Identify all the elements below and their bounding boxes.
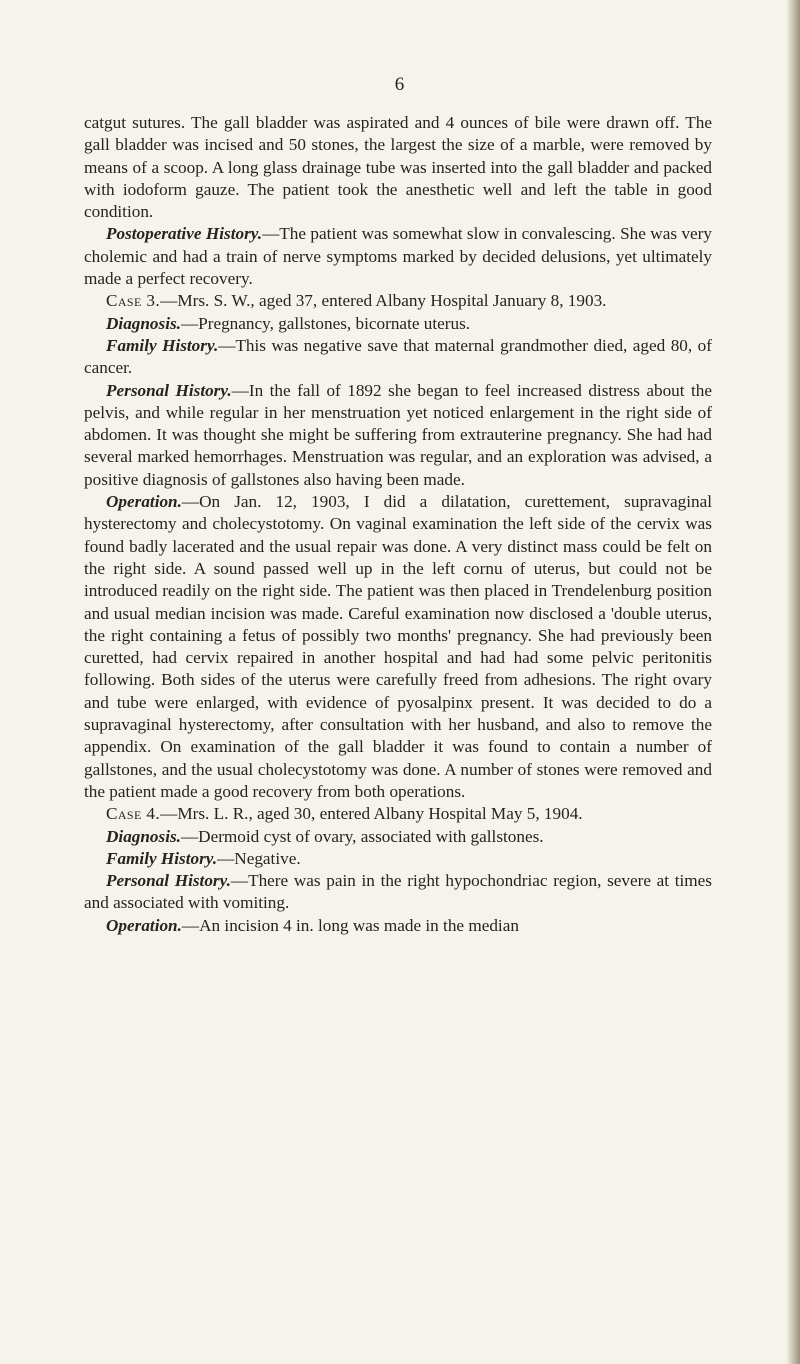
- paragraph-personal-history: [84, 380, 712, 491]
- page-body: [84, 112, 712, 937]
- paragraph-heading: Postoperative History.: [106, 224, 263, 244]
- paragraph-text: —Mrs. S. W., aged 37, entered Albany Hospital January 8, 1903.: [160, 291, 607, 311]
- paragraph-text: —There was pain in the right hypochondriac region, severe at times and associated with vomiting.: [84, 871, 712, 913]
- paragraph-text: —This was negative save that maternal grandmother died, aged 80, of cancer.: [84, 335, 712, 378]
- paragraph-operation: [84, 491, 712, 803]
- paragraph-heading: Case 4.: [106, 804, 161, 824]
- paragraph-case-4: [84, 803, 712, 825]
- paragraph-text: catgut sutures. The gall bladder was aspirated and 4 ounces of bile were drawn off. The gall bladder was incised and 50 stones, the largest the size of a marble, were removed by means of a scoop. A long glass drainage tube was inserted into the gall bladder and packed with iodoform gauze. The patient took the anesthetic well and left the table in good condition.: [84, 113, 712, 222]
- paragraph-heading: Case 3.: [106, 291, 161, 311]
- paragraph-heading: Family History.: [106, 335, 219, 355]
- page-edge-shadow: [786, 0, 800, 1364]
- paragraph-continuation: [84, 112, 712, 223]
- paragraph-personal-history-case-4: [84, 870, 712, 915]
- paragraph-text: —On Jan. 12, 1903, I did a dilatation, curettement, supravaginal hysterectomy and cholecystotomy. On vaginal examination the left side of the cervix was found badly lacerated and the usual repair was done. A very distinct mass could be felt on the right side. A sound passed well up in the left cornu of uterus, but could not be introduced readily on the right side. The patient was then placed in Trendelenburg position and usual median incision was made. Careful examination now disclosed a 'double uterus, the right containing a fetus of possibly two months' pregnancy. She had previously been curetted, had cervix repaired in another hospital and had had some pelvic peritonitis following. Both sides of the uterus were carefully freed from adhesions. The right ovary and tube were enlarged, with evidence of pyosalpinx present. It was decided to do a supravaginal hysterectomy, after consultation with her husband, and also to remove the appendix. On examination of the gall bladder it was found to contain a number of gallstones, and the usual cholecystotomy was done. A number of stones were removed and the patient made a good recovery from both operations.: [84, 492, 712, 801]
- paragraph-heading: Personal History.: [106, 380, 232, 400]
- paragraph-text: —Dermoid cyst of ovary, associated with gallstones.: [180, 826, 544, 846]
- paragraph-heading: Personal History.: [106, 871, 231, 891]
- paragraph-heading: Diagnosis.: [106, 826, 181, 846]
- paragraph-text: —An incision 4 in. long was made in the median: [181, 915, 519, 935]
- paragraph-text: —In the fall of 1892 she began to feel increased distress about the pelvis, and while regular in her menstruation yet noticed enlargement in the right side of abdomen. It was thought she might be suffering from extrauterine pregnancy. She had had several marked hemorrhages. Menstruation was regular, and an exploration was advised, a positive diagnosis of gallstones also having been made.: [84, 380, 712, 489]
- paragraph-family-history-case-4: [84, 848, 712, 870]
- paragraph-text: —Negative.: [217, 848, 301, 868]
- paragraph-text: —Mrs. L. R., aged 30, entered Albany Hospital May 5, 1904.: [160, 804, 583, 824]
- paragraph-text: —The patient was somewhat slow in convalescing. She was very cholemic and had a train of nerve symptoms marked by decided delusions, yet ultimately made a perfect recovery.: [84, 224, 712, 289]
- paragraph-text: —Pregnancy, gallstones, bicornate uterus.: [180, 313, 471, 333]
- paragraph-operation-case-4: [84, 915, 712, 937]
- paragraph-heading: Operation.: [106, 915, 182, 935]
- paragraph-diagnosis-case-4: [84, 826, 712, 848]
- paragraph-family-history: [84, 335, 712, 380]
- paragraph-diagnosis: [84, 313, 712, 335]
- paragraph-heading: Operation.: [106, 492, 182, 512]
- paragraph-case-3: [84, 290, 712, 312]
- paragraph-heading: Family History.: [106, 848, 218, 868]
- page-number: 6: [394, 74, 406, 95]
- paragraph-heading: Diagnosis.: [106, 313, 181, 333]
- paragraph-postoperative-history: [84, 223, 712, 290]
